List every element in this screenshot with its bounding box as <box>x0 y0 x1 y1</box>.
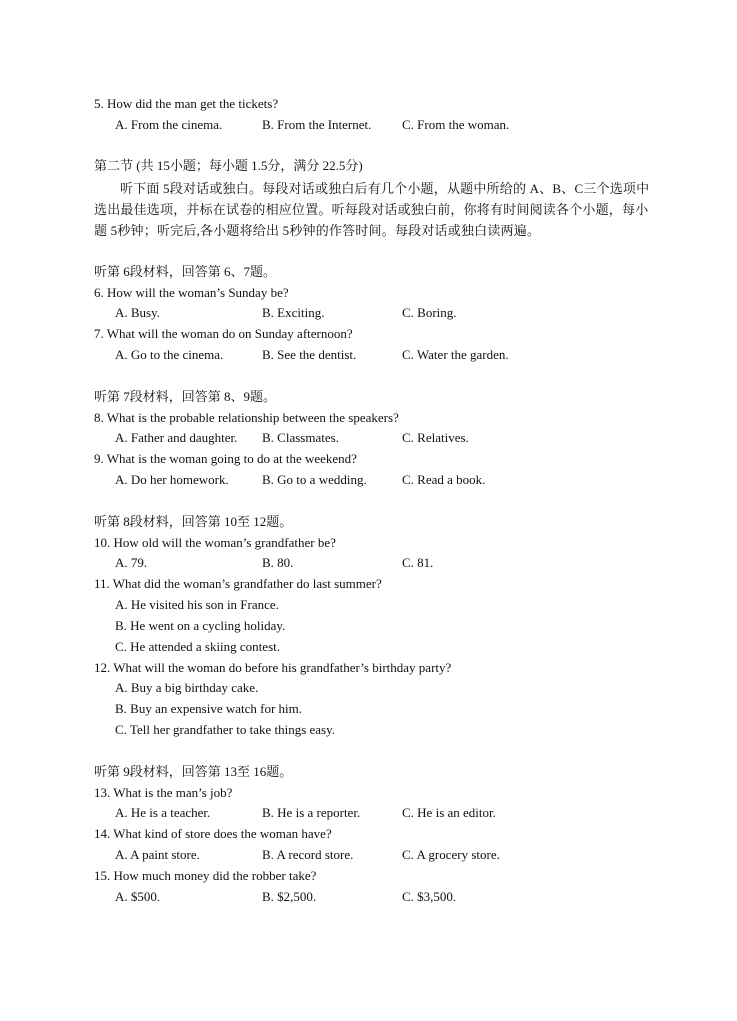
question-13-option-c: C. He is an editor. <box>402 805 496 820</box>
question-8-option-c: C. Relatives. <box>402 430 469 445</box>
question-14-option-b: B. A record store. <box>262 847 354 862</box>
question-9-option-b: B. Go to a wedding. <box>262 472 367 487</box>
question-5-option-c: C. From the woman. <box>402 117 510 132</box>
question-11-option-a: A. He visited his son in France. <box>115 597 279 612</box>
question-15-option-a: A. $500. <box>115 889 161 904</box>
question-14-option-c: C. A grocery store. <box>402 847 500 862</box>
material-9-header: 听第 9段材料，回答第 13至 16题。 <box>94 764 293 779</box>
section-2-instructions: 听下面 5段对话或独白。每段对话或独白后有几个小题，从题中所给的 A、B、C三个选项中选出最佳选项，并标在试卷的相应位置。听每段对话或独白前，你将有时间阅读各个小题，每小题 5秒钟；听完后,各小题将给出 5秒钟的作答时间。每段对话或独白读两遍。 <box>94 181 650 238</box>
question-8-option-b: B. Classmates. <box>262 430 339 445</box>
question-9-stem: 9. What is the woman going to do at the weekend? <box>94 451 357 466</box>
question-10-option-a: A. 79. <box>115 555 148 570</box>
question-7-option-a: A. Go to the cinema. <box>115 347 224 362</box>
question-5-option-b: B. From the Internet. <box>262 117 372 132</box>
question-8-stem: 8. What is the probable relationship between the speakers? <box>94 410 399 425</box>
question-6-option-a: A. Busy. <box>115 305 161 320</box>
question-6-stem: 6. How will the woman’s Sunday be? <box>94 285 289 300</box>
question-6-option-b: B. Exciting. <box>262 305 325 320</box>
question-11-option-b: B. He went on a cycling holiday. <box>115 618 286 633</box>
material-6-header: 听第 6段材料，回答第 6、7题。 <box>94 264 277 279</box>
question-13-option-a: A. He is a teacher. <box>115 805 211 820</box>
question-6-option-c: C. Boring. <box>402 305 457 320</box>
question-7-stem: 7. What will the woman do on Sunday afternoon? <box>94 326 353 341</box>
question-15-option-c: C. $3,500. <box>402 889 457 904</box>
material-7-header: 听第 7段材料，回答第 8、9题。 <box>94 389 277 404</box>
question-12-stem: 12. What will the woman do before his grandfather’s birthday party? <box>94 660 452 675</box>
question-11-option-c: C. He attended a skiing contest. <box>115 639 280 654</box>
question-15-stem: 15. How much money did the robber take? <box>94 868 317 883</box>
question-9-option-c: C. Read a book. <box>402 472 486 487</box>
question-14-stem: 14. What kind of store does the woman have? <box>94 826 332 841</box>
question-8-option-a: A. Father and daughter. <box>115 430 238 445</box>
question-13-option-b: B. He is a reporter. <box>262 805 361 820</box>
question-13-stem: 13. What is the man’s job? <box>94 785 233 800</box>
question-9-option-a: A. Do her homework. <box>115 472 229 487</box>
question-7-option-c: C. Water the garden. <box>402 347 509 362</box>
section-2-title: 第二节 (共 15小题；每小题 1.5分，满分 22.5分) <box>94 158 363 173</box>
question-5-option-a: A. From the cinema. <box>115 117 223 132</box>
question-11-stem: 11. What did the woman’s grandfather do last summer? <box>94 576 382 591</box>
question-10-option-b: B. 80. <box>262 555 294 570</box>
question-12-option-b: B. Buy an expensive watch for him. <box>115 701 303 716</box>
material-8-header: 听第 8段材料，回答第 10至 12题。 <box>94 514 293 529</box>
question-10-stem: 10. How old will the woman’s grandfather be? <box>94 535 336 550</box>
question-5-stem: 5. How did the man get the tickets? <box>94 96 279 111</box>
question-15-option-b: B. $2,500. <box>262 889 317 904</box>
question-12-option-a: A. Buy a big birthday cake. <box>115 680 259 695</box>
question-7-option-b: B. See the dentist. <box>262 347 357 362</box>
question-14-option-a: A. A paint store. <box>115 847 200 862</box>
question-10-option-c: C. 81. <box>402 555 434 570</box>
question-12-option-c: C. Tell her grandfather to take things easy. <box>115 722 336 737</box>
